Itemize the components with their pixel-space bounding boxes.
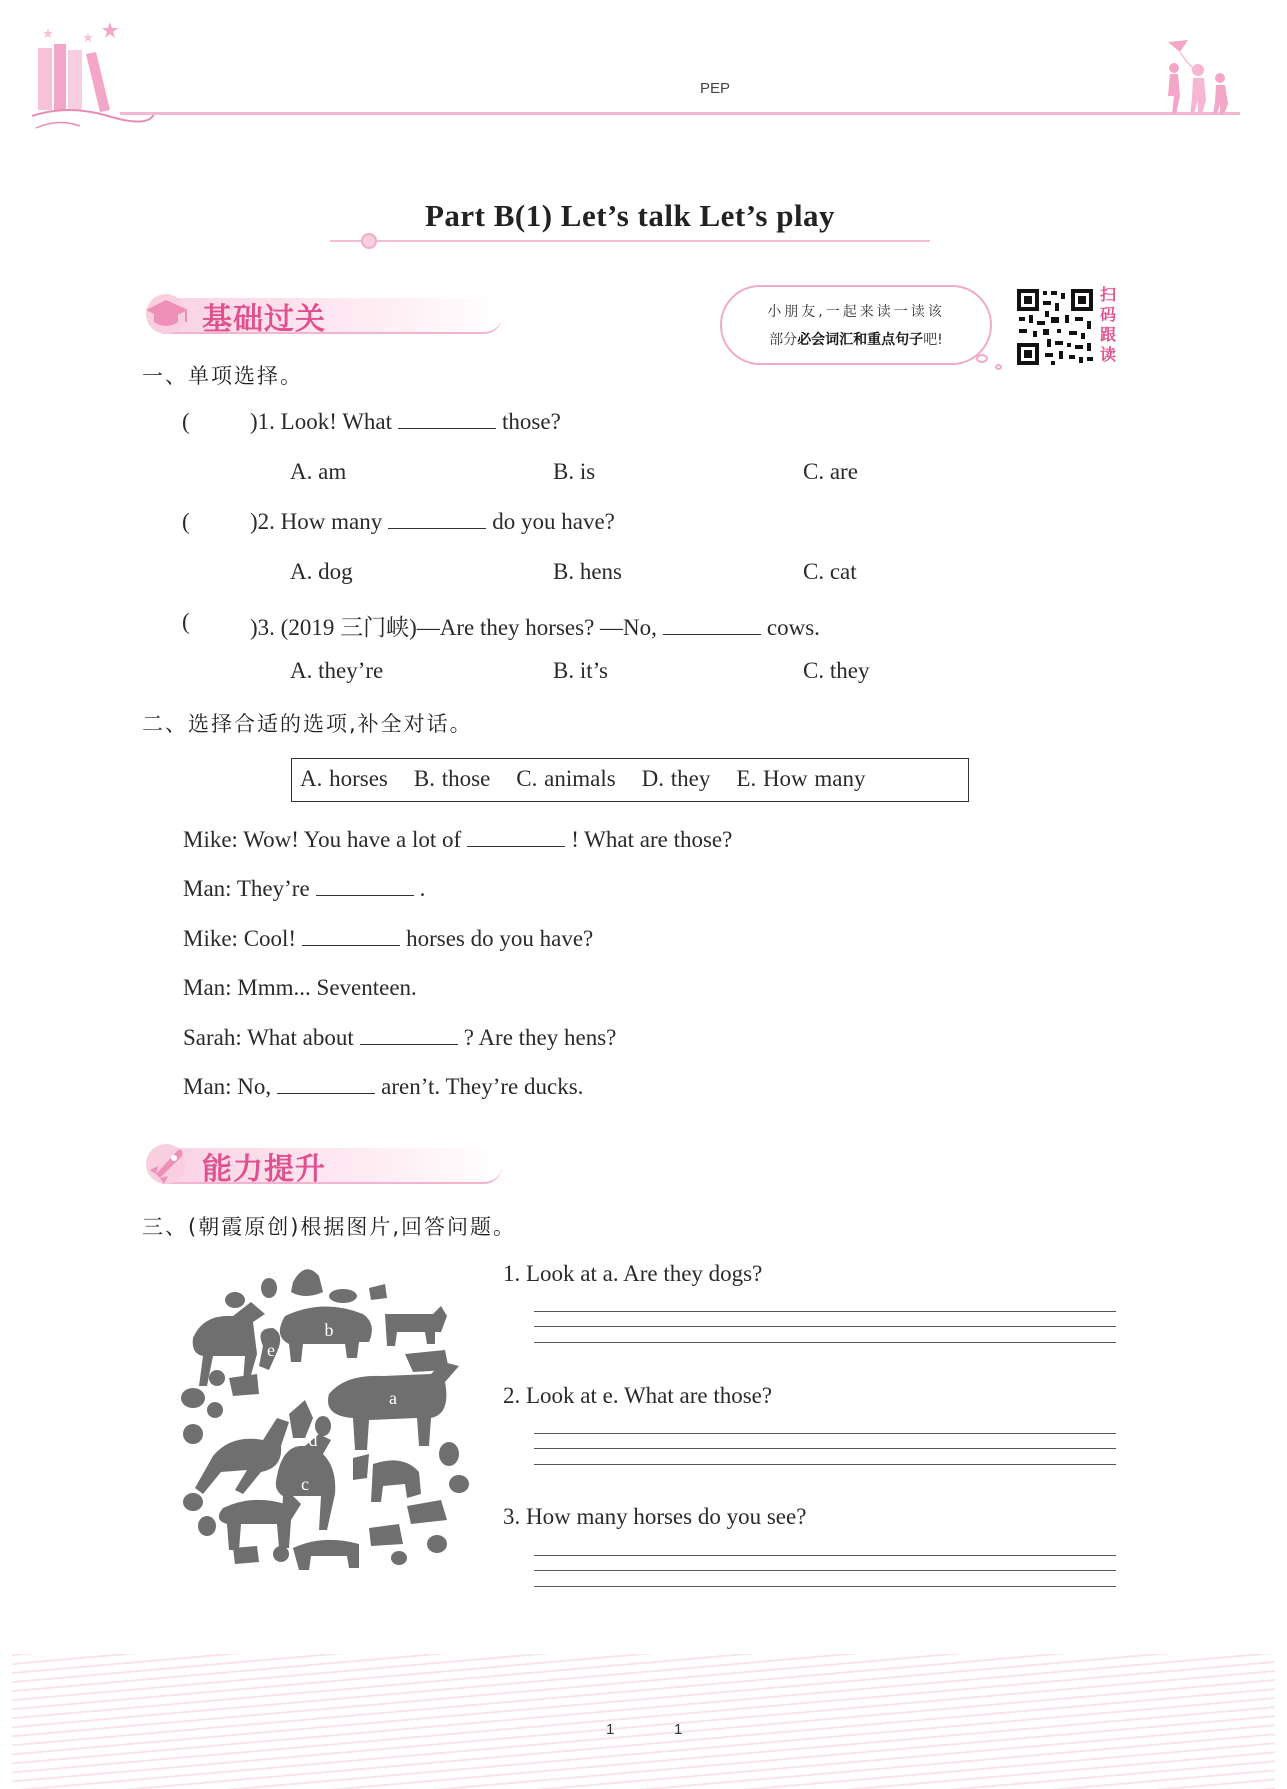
choice-c: C. animals: [516, 766, 616, 791]
footer-band: [12, 1654, 1275, 1789]
bubble-line-2: [722, 329, 990, 349]
answer-lines-1[interactable]: [534, 1296, 1116, 1343]
qr-code-icon[interactable]: [1015, 287, 1095, 367]
scan-char: 读: [1100, 345, 1117, 364]
animal-silhouette-figure: [173, 1258, 485, 1576]
stem-post: cows.: [766, 615, 820, 640]
scan-label: [1100, 285, 1120, 365]
title-rule: [330, 240, 930, 242]
choice-b: B. those: [413, 766, 491, 791]
edition-label: PEP: [700, 80, 731, 97]
option-b: B. hens: [553, 559, 622, 584]
part1-heading: 一、单项选择。: [142, 364, 303, 388]
answer-lines-3[interactable]: [534, 1540, 1116, 1587]
question-stem: [250, 509, 615, 535]
dialogue-line-1: Mike: Wow! You have a lot of ! What are those?: [183, 827, 733, 852]
section-banner-basics: [142, 290, 522, 336]
bubble-tail: [976, 354, 988, 363]
stem-pre: )3. (2019 三门峡)—Are they horses? —No,: [250, 615, 657, 640]
scan-char: 跟: [1100, 325, 1117, 344]
figure-label-a: a: [389, 1388, 397, 1408]
title-dot: [361, 233, 377, 249]
option-c: C. are: [803, 459, 858, 484]
page-title: Part B(1) Let’s talk Let’s play: [424, 198, 836, 233]
stem-pre: )1. Look! What: [250, 409, 393, 434]
stem-pre: )2. How many: [250, 509, 383, 534]
answer-line[interactable]: [534, 1327, 1116, 1343]
figure-label-e: e: [267, 1340, 275, 1360]
answer-line[interactable]: [534, 1296, 1116, 1312]
part3-question-3: 3. How many horses do you see?: [503, 1504, 807, 1529]
option-a: A. am: [290, 459, 347, 484]
answer-lines-2[interactable]: [534, 1418, 1116, 1465]
answer-blank[interactable]: [388, 509, 486, 529]
question-stem: [250, 409, 561, 435]
books-logo-icon: [28, 18, 158, 133]
answer-blank[interactable]: [316, 876, 414, 896]
answer-line[interactable]: [534, 1571, 1116, 1587]
answer-blank[interactable]: [663, 615, 761, 635]
figure-label-d: d: [308, 1430, 318, 1450]
stem-post: do you have?: [492, 509, 615, 534]
option-a: A. they’re: [290, 658, 384, 683]
part3-heading: 三、(朝霞原创)根据图片,回答问题。: [142, 1215, 517, 1239]
stem-post: those?: [502, 409, 561, 434]
word-choice-box: [291, 758, 969, 802]
bubble-line-1: 小朋友,一起来读一读该: [767, 304, 945, 320]
section-label: 能力提升: [202, 1152, 326, 1187]
header-rule: [120, 112, 1240, 115]
choice-e: E. How many: [736, 766, 866, 791]
graduation-cap-icon: [142, 290, 194, 336]
dialogue-line-3: Mike: Cool! horses do you have?: [183, 926, 594, 951]
page-number-left: 1: [606, 1721, 615, 1738]
bubble-line-2-bold: 必会词汇和重点句子: [797, 332, 924, 348]
section-banner-advanced: [142, 1140, 522, 1186]
part2-heading: 二、选择合适的选项,补全对话。: [142, 712, 473, 736]
option-b: B. it’s: [553, 658, 608, 683]
answer-blank[interactable]: [467, 827, 565, 847]
answer-line[interactable]: [534, 1312, 1116, 1328]
bubble-line-2-suffix: 吧!: [923, 332, 943, 348]
page-number-right: 1: [674, 1721, 683, 1738]
option-c: C. they: [803, 658, 870, 683]
scan-char: 码: [1100, 305, 1117, 324]
rocket-icon: [142, 1140, 194, 1186]
answer-blank[interactable]: [277, 1074, 375, 1094]
answer-blank[interactable]: [302, 926, 400, 946]
answer-line[interactable]: [534, 1540, 1116, 1556]
section-label: 基础过关: [202, 302, 326, 337]
answer-line[interactable]: [534, 1418, 1116, 1434]
part3-question-1: 1. Look at a. Are they dogs?: [503, 1261, 763, 1286]
option-b: B. is: [553, 459, 596, 484]
answer-blank[interactable]: [398, 409, 496, 429]
answer-paren[interactable]: (: [182, 609, 190, 634]
dialogue-line-4: Man: Mmm... Seventeen.: [183, 975, 417, 1000]
bubble-tail: [995, 364, 1002, 370]
question-stem: [250, 609, 820, 642]
figure-label-c: c: [301, 1474, 309, 1494]
dialogue-line-6: Man: No, aren’t. They’re ducks.: [183, 1074, 584, 1099]
answer-line[interactable]: [534, 1556, 1116, 1572]
part3-question-2: 2. Look at e. What are those?: [503, 1383, 773, 1408]
figure-label-b: b: [324, 1320, 334, 1340]
answer-line[interactable]: [534, 1434, 1116, 1450]
choice-d: D. they: [641, 766, 711, 791]
bubble-line-2-prefix: 部分: [769, 332, 798, 348]
answer-paren[interactable]: (: [182, 509, 190, 534]
choice-a: A. horses: [300, 766, 388, 791]
option-c: C. cat: [803, 559, 857, 584]
reading-tip-bubble: [720, 285, 992, 365]
scan-char: 扫: [1100, 285, 1117, 304]
answer-line[interactable]: [534, 1449, 1116, 1465]
dialogue-line-2: Man: They’re .: [183, 876, 426, 901]
answer-blank[interactable]: [360, 1025, 458, 1045]
answer-paren[interactable]: (: [182, 409, 190, 434]
dialogue-line-5: Sarah: What about ? Are they hens?: [183, 1025, 617, 1050]
page-header: [0, 0, 1287, 130]
kids-kite-icon: [1160, 38, 1240, 116]
option-a: A. dog: [290, 559, 353, 584]
title-block: [330, 198, 930, 234]
